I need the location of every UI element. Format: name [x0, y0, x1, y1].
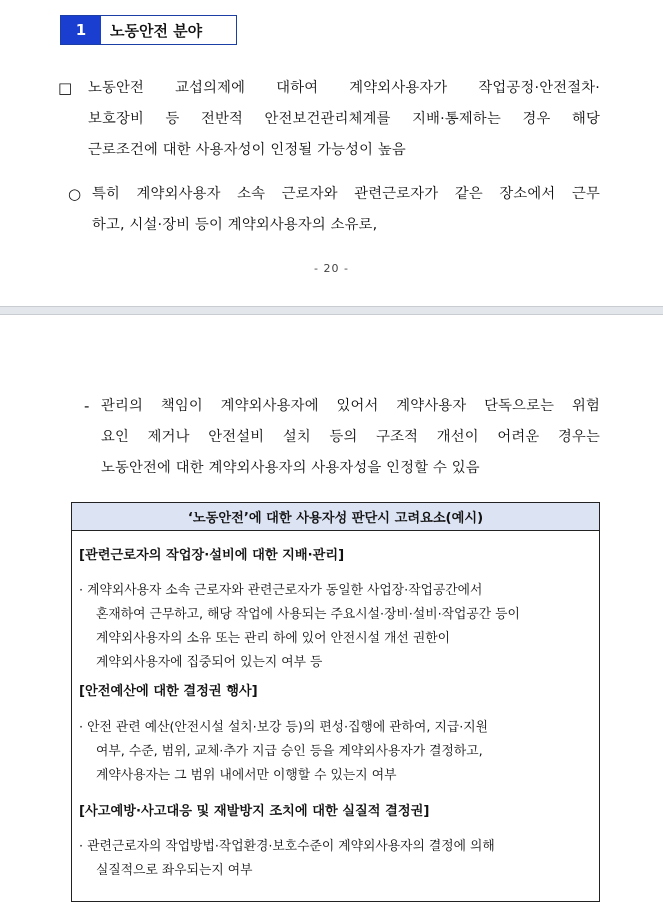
- circle-bullet-icon: ○: [68, 185, 82, 203]
- box-group-heading: [사고예방·사고대응 및 재발방지 조치에 대한 실질적 결정권]: [79, 804, 430, 819]
- page-separator: [0, 306, 663, 315]
- paragraph-line: 노동안전에 대한 계약외사용자의 사용자성을 인정할 수 있음: [101, 460, 480, 476]
- box-group-text: [79, 716, 591, 788]
- box-line: 혼재하여 근무하고, 해당 작업에 사용되는 주요시설·장비·설비·작업공간 등이: [96, 607, 520, 622]
- box-line: 여부, 수준, 범위, 교체·추가 지급 승인 등을 계약외사용자가 결정하고,: [96, 744, 483, 759]
- box-title: ‘노동안전’에 대한 사용자성 판단시 고려요소(예시): [72, 503, 599, 531]
- box-group-text: [79, 579, 591, 675]
- paragraph-line: 보호장비 등 전반적 안전보건관리체계를 지배·통제하는 경우 해당: [88, 111, 600, 127]
- box-line: · 관련근로자의 작업방법·작업환경·보호수준이 계약외사용자의 결정에 의해: [79, 839, 495, 854]
- paragraph-line: 하고, 시설·장비 등이 계약외사용자의 소유로,: [92, 217, 378, 233]
- box-group-heading: [안전예산에 대한 결정권 행사]: [79, 684, 258, 699]
- paragraph-2: [92, 179, 600, 241]
- box-line: 계약외사용자에 집중되어 있는지 여부 등: [96, 655, 323, 670]
- box-line: 실질적으로 좌우되는지 여부: [96, 863, 253, 878]
- section-title: 노동안전 분야: [110, 21, 203, 40]
- dash-bullet-icon: -: [84, 397, 90, 415]
- paragraph-line: 특히 계약외사용자 소속 근로자와 관련근로자가 같은 장소에서 근무: [92, 186, 600, 202]
- paragraph-line: 요인 제거나 안전설비 설치 등의 구조적 개선이 어려운 경우는: [101, 429, 600, 445]
- page-number: - 20 -: [314, 262, 349, 275]
- paragraph-1: [88, 73, 600, 166]
- box-line: · 계약외사용자 소속 근로자와 관련근로자가 동일한 사업장·작업공간에서: [79, 583, 483, 598]
- section-number: 1: [61, 16, 101, 44]
- box-line: 계약사용자는 그 범위 내에서만 이행할 수 있는지 여부: [96, 768, 397, 783]
- document-page-top: [0, 0, 663, 306]
- box-line: 계약외사용자의 소유 또는 관리 하에 있어 안전시설 개선 권한이: [96, 631, 450, 646]
- paragraph-3: [101, 391, 600, 484]
- box-group-text: [79, 835, 591, 883]
- paragraph-line: 노동안전 교섭의제에 대하여 계약외사용자가 작업공정·안전절차·: [88, 80, 600, 96]
- paragraph-line: 근로조건에 대한 사용자성이 인정될 가능성이 높음: [88, 142, 406, 158]
- document-page-bottom: [0, 315, 663, 900]
- box-group-heading: [관련근로자의 작업장·설비에 대한 지배·관리]: [79, 548, 345, 563]
- considerations-box: [71, 502, 600, 902]
- square-bullet-icon: □: [58, 79, 73, 97]
- paragraph-line: 관리의 책임이 계약외사용자에 있어서 계약사용자 단독으로는 위험: [101, 398, 600, 414]
- section-header: [60, 15, 237, 45]
- box-line: · 안전 관련 예산(안전시설 설치·보강 등)의 편성·집행에 관하여, 지급·지원: [79, 720, 488, 735]
